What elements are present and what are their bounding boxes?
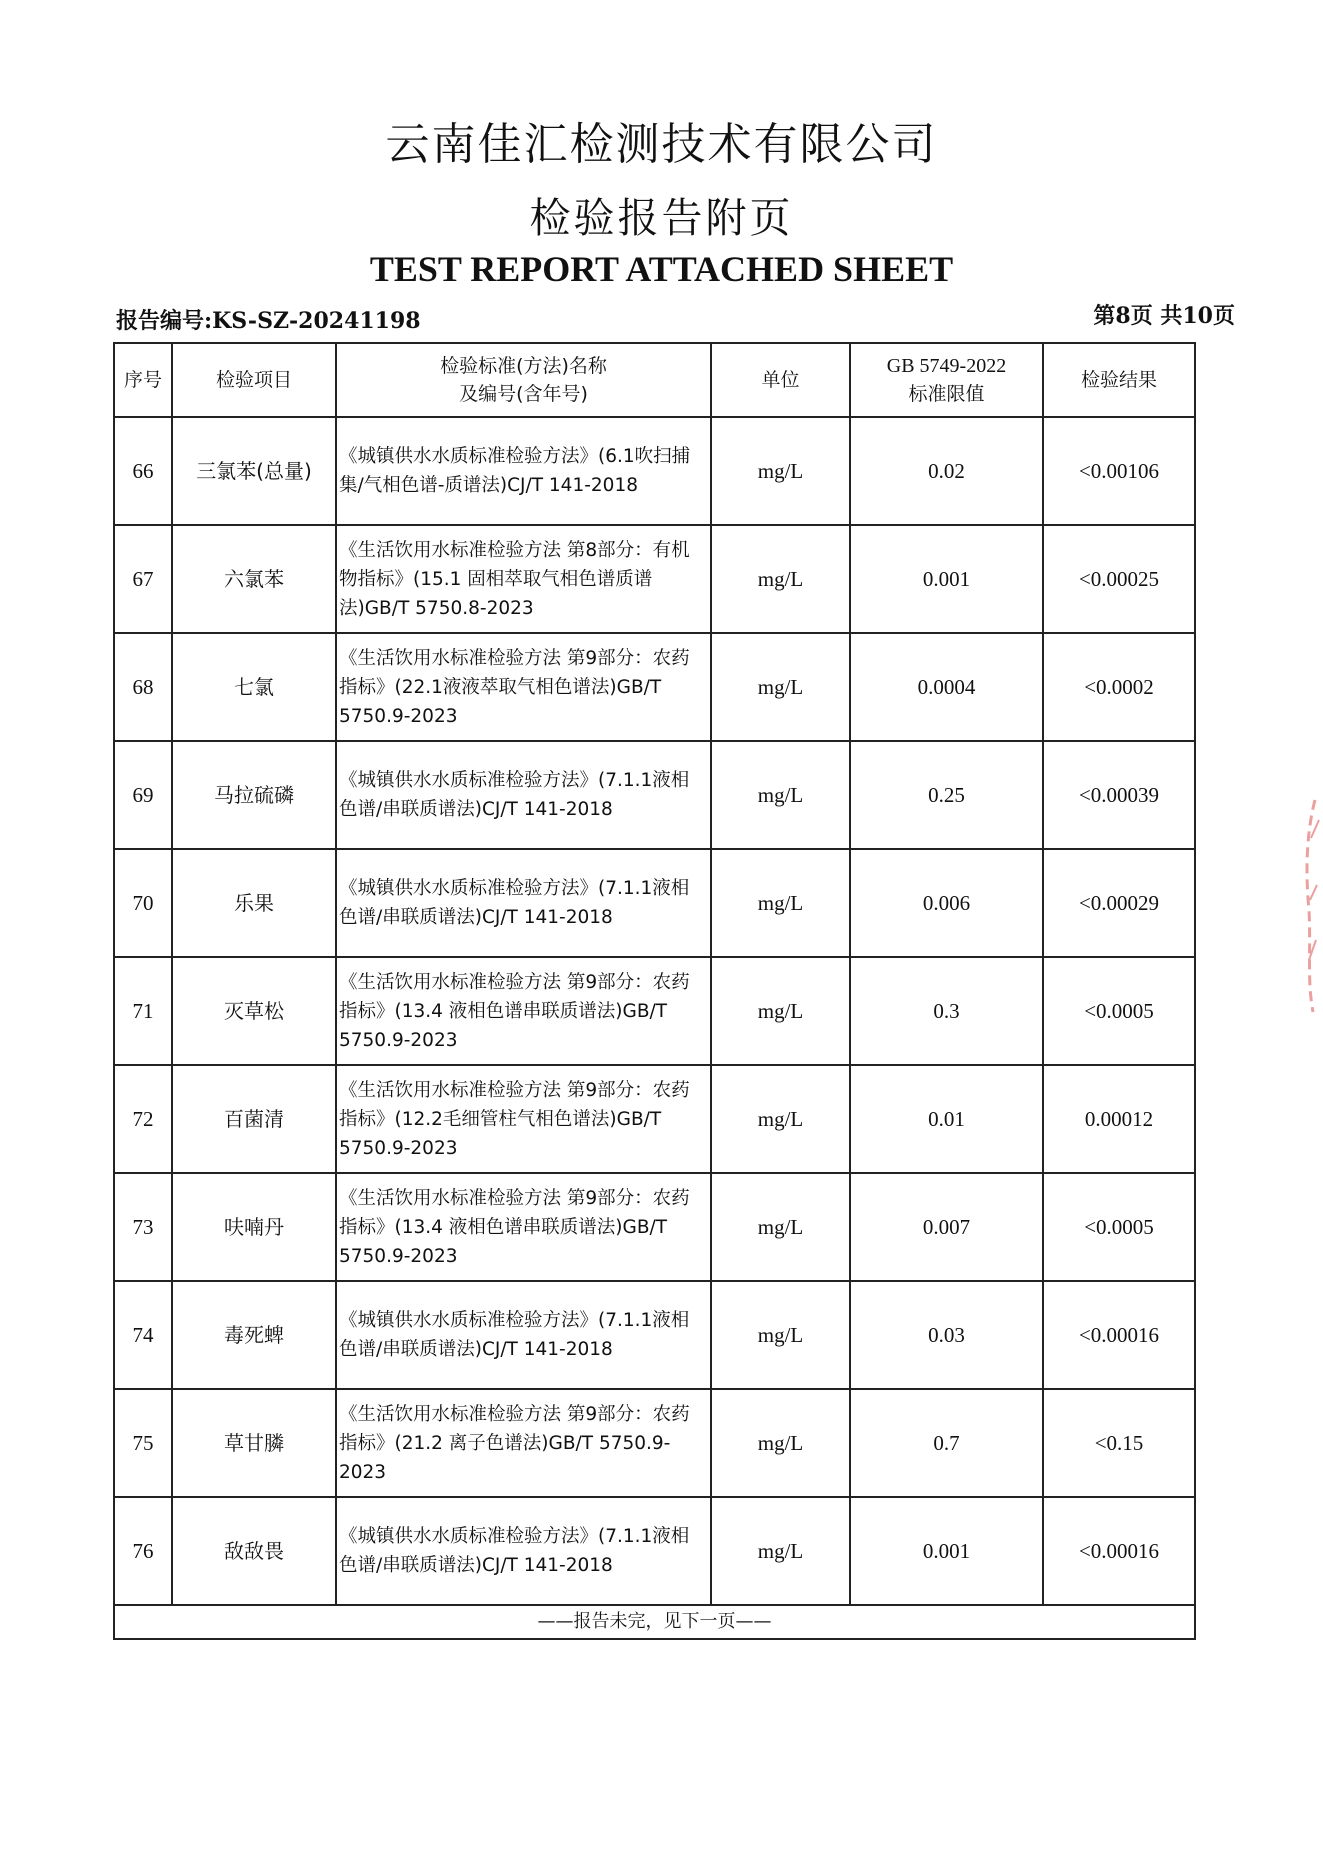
row-item: 草甘膦 [172,1389,336,1497]
header-index: 序号 [114,343,172,417]
row-unit: mg/L [711,1281,850,1389]
row-result: <0.00106 [1043,417,1195,525]
table-footer-row [114,1605,1195,1639]
row-unit: mg/L [711,1389,850,1497]
row-result: <0.0005 [1043,1173,1195,1281]
header-method [336,343,711,417]
header-limit [850,343,1043,417]
row-limit: 0.0004 [850,633,1043,741]
row-item: 呋喃丹 [172,1173,336,1281]
table-row [114,849,1195,957]
row-index: 70 [114,849,172,957]
row-result: <0.00025 [1043,525,1195,633]
report-number: 报告编号:KS-SZ-20241198 [116,308,421,334]
row-limit: 0.3 [850,957,1043,1065]
row-result: 0.00012 [1043,1065,1195,1173]
row-limit: 0.25 [850,741,1043,849]
row-unit: mg/L [711,849,850,957]
row-item: 三氯苯(总量) [172,417,336,525]
row-method: 《城镇供水水质标准检验方法》(7.1.1液相色谱/串联质谱法)CJ/T 141-2018 [336,849,711,957]
seal-stamp-edge [1301,790,1323,1020]
row-method: 《生活饮用水标准检验方法 第9部分：农药指标》(22.1液液萃取气相色谱法)GB/T 5750.9-2023 [336,633,711,741]
report-subtitle: 检验报告附页 [529,194,794,242]
page-number: 第8页 共10页 [1093,303,1235,329]
row-limit: 0.01 [850,1065,1043,1173]
row-unit: mg/L [711,417,850,525]
header-limit-line2: 标准限值 [908,383,985,405]
table-row [114,1065,1195,1173]
row-method: 《城镇供水水质标准检验方法》(7.1.1液相色谱/串联质谱法)CJ/T 141-2018 [336,741,711,849]
row-method: 《生活饮用水标准检验方法 第9部分：农药指标》(13.4 液相色谱串联质谱法)GB/T 5750.9-2023 [336,957,711,1065]
header-unit: 单位 [711,343,850,417]
table-header-row [114,343,1195,417]
header-method-line2: 及编号(含年号) [459,383,588,405]
row-limit: 0.001 [850,525,1043,633]
row-result: <0.00016 [1043,1497,1195,1605]
row-item: 敌敌畏 [172,1497,336,1605]
company-title: 云南佳汇检测技术有限公司 [385,119,938,170]
header-limit-line1: GB 5749-2022 [886,355,1007,377]
row-limit: 0.006 [850,849,1043,957]
row-index: 76 [114,1497,172,1605]
english-title: TEST REPORT ATTACHED SHEET [369,249,954,289]
header-method-line1: 检验标准(方法)名称 [440,355,607,377]
table-row [114,525,1195,633]
table-row [114,957,1195,1065]
row-limit: 0.7 [850,1389,1043,1497]
row-method: 《生活饮用水标准检验方法 第9部分：农药指标》(21.2 离子色谱法)GB/T 5750.9-2023 [336,1389,711,1497]
row-item: 七氯 [172,633,336,741]
table-row [114,1173,1195,1281]
row-result: <0.0002 [1043,633,1195,741]
row-method: 《生活饮用水标准检验方法 第8部分：有机物指标》(15.1 固相萃取气相色谱质谱法)GB/T 5750.8-2023 [336,525,711,633]
row-limit: 0.007 [850,1173,1043,1281]
table-row [114,741,1195,849]
row-method: 《城镇供水水质标准检验方法》(7.1.1液相色谱/串联质谱法)CJ/T 141-2018 [336,1497,711,1605]
row-item: 乐果 [172,849,336,957]
table-row [114,1389,1195,1497]
row-limit: 0.02 [850,417,1043,525]
table-row [114,1497,1195,1605]
row-result: <0.00029 [1043,849,1195,957]
row-result: <0.00039 [1043,741,1195,849]
row-item: 六氯苯 [172,525,336,633]
header-item: 检验项目 [172,343,336,417]
row-method: 《生活饮用水标准检验方法 第9部分：农药指标》(12.2毛细管柱气相色谱法)GB/T 5750.9-2023 [336,1065,711,1173]
results-table [113,342,1196,1640]
table-row [114,633,1195,741]
table-row [114,417,1195,525]
table-row [114,1281,1195,1389]
row-unit: mg/L [711,1173,850,1281]
row-result: <0.0005 [1043,957,1195,1065]
row-index: 75 [114,1389,172,1497]
row-index: 68 [114,633,172,741]
row-index: 67 [114,525,172,633]
row-unit: mg/L [711,525,850,633]
row-item: 百菌清 [172,1065,336,1173]
row-item: 马拉硫磷 [172,741,336,849]
row-item: 灭草松 [172,957,336,1065]
row-unit: mg/L [711,957,850,1065]
row-method: 《城镇供水水质标准检验方法》(6.1吹扫捕集/气相色谱-质谱法)CJ/T 141-2018 [336,417,711,525]
row-method: 《生活饮用水标准检验方法 第9部分：农药指标》(13.4 液相色谱串联质谱法)GB/T 5750.9-2023 [336,1173,711,1281]
continued-note: ——报告未完，见下一页—— [114,1605,1195,1639]
row-index: 71 [114,957,172,1065]
row-index: 72 [114,1065,172,1173]
row-limit: 0.03 [850,1281,1043,1389]
row-unit: mg/L [711,1497,850,1605]
row-result: <0.00016 [1043,1281,1195,1389]
row-method: 《城镇供水水质标准检验方法》(7.1.1液相色谱/串联质谱法)CJ/T 141-2018 [336,1281,711,1389]
row-item: 毒死蜱 [172,1281,336,1389]
row-unit: mg/L [711,741,850,849]
row-result: <0.15 [1043,1389,1195,1497]
row-index: 69 [114,741,172,849]
row-limit: 0.001 [850,1497,1043,1605]
row-index: 66 [114,417,172,525]
row-index: 74 [114,1281,172,1389]
row-unit: mg/L [711,633,850,741]
header-result: 检验结果 [1043,343,1195,417]
row-index: 73 [114,1173,172,1281]
row-unit: mg/L [711,1065,850,1173]
